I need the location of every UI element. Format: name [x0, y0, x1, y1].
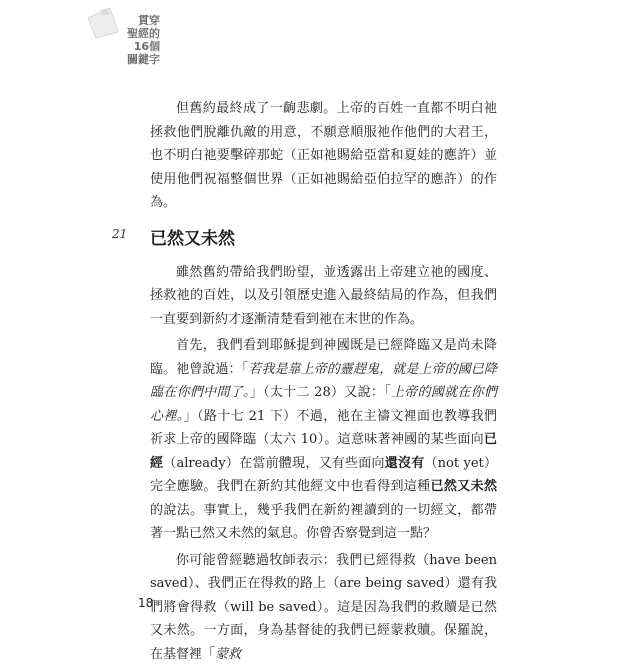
logo-line-1: 貫穿 [138, 14, 160, 27]
scripture-quote-2: 上帝的國就在你們心裡。 [150, 385, 497, 424]
paragraph-3 [150, 549, 497, 667]
margin-verse-number: 21 [112, 227, 128, 241]
logo-line-4: 關鍵字 [127, 53, 160, 66]
paragraph-2-text-c: 」（路十七 21 下）不過，祂在主禱文裡面也教導我們祈求上帝的國降臨（太六 10）。這意味著神國的某些面向 [150, 408, 497, 447]
emphasis-not-yet: 還沒有 [384, 455, 425, 471]
paragraph-2-text-e: （not yet）完全應驗。我們在新約其他經文中也看得到這種 [150, 455, 497, 494]
paragraph-2-text-a: 首先，我們看到耶穌提到神國既是已經降臨又是尚未降臨。祂曾說過：「 [150, 338, 497, 377]
emphasis-already-not-yet: 已然又未然 [430, 479, 497, 494]
logo-line-3: 16個 [133, 40, 160, 53]
book-series-logo [88, 8, 162, 74]
logo-text [104, 14, 160, 66]
logo-line-2: 聖經的 [127, 27, 160, 40]
scripture-quote-1: 若我是靠上帝的靈趕鬼，就是上帝的國已降臨在你們中間了。 [150, 361, 497, 400]
paragraph-2-text-f: 的說法。事實上，幾乎我們在新約裡讀到的一切經文，都帶著一點已然又未然的氣息。你曾否察覺到這一點？ [150, 502, 497, 541]
paragraph-intro: 但舊約最終成了一齣悲劇。上帝的百姓一直都不明白祂拯救他們脫離仇敵的用意，不願意順服祂作他們的大君王，也不明白祂要擊碎那蛇（正如祂賜給亞當和夏娃的應許）並使用他們祝福整個世界（正如祂賜給亞伯拉罕的應許）的作為。 [150, 101, 497, 210]
scripture-quote-3: 蒙救 [215, 646, 242, 662]
page-number: 18 [138, 596, 154, 610]
paragraph-3-text-a: 你可能曾經聽過牧師表示：我們已經得救（have been saved）、我們正在得救的路上（are being saved）還有我們將會得救（will be saved）。這是因為我們的救贖是已然又未然。一方面，身為基督徒的我們已經蒙救贖。保羅說，在基督裡「 [150, 552, 497, 662]
section-heading: 已然又未然 [150, 228, 235, 249]
paragraph-2-text-b: 」（太十二 28）又說：「 [249, 385, 391, 400]
paragraph-2-text-d: （already）在當前體現，又有些面向 [163, 455, 385, 471]
main-text [150, 97, 497, 669]
emphasis-already: 已經 [150, 432, 497, 471]
paragraph-2 [150, 334, 497, 546]
paragraph-1: 雖然舊約帶給我們盼望，並透露出上帝建立祂的國度、拯救祂的百姓，以及引領歷史進入最終結局的作為，但我們一直要到新約才逐漸清楚看到祂在末世的作為。 [150, 264, 497, 327]
